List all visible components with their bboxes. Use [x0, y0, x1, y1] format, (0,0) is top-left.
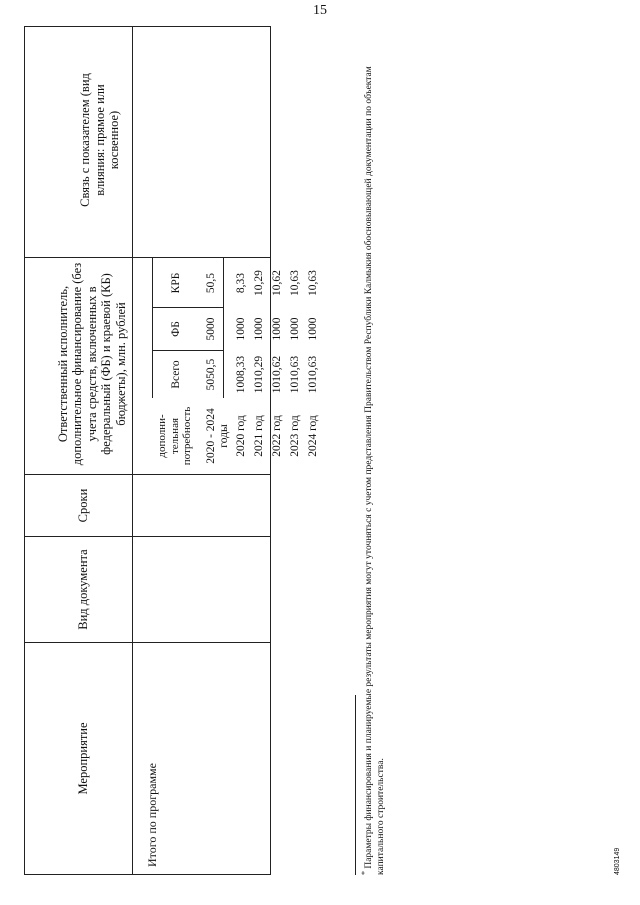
finance-total: 1010,63	[307, 355, 319, 394]
finance-period: 2020 год	[235, 415, 247, 457]
header-measure: Мероприятие	[75, 722, 90, 795]
page-number: 15	[313, 3, 327, 18]
subtable-header-top	[152, 258, 153, 398]
col-divider-4	[24, 257, 270, 258]
footnote-mark: *	[360, 871, 369, 875]
header-terms: Сроки	[75, 488, 90, 523]
subheader-fb: ФБ	[170, 321, 182, 337]
finance-period: 2022 год	[271, 415, 283, 457]
finance-fb: 1000	[271, 317, 283, 341]
finance-krb: 10,29	[253, 270, 265, 296]
finance-krb: 10,62	[271, 270, 283, 296]
finance-total: 1008,33	[235, 355, 247, 394]
footnote-text: Параметры финансирования и планируемые результаты мероприятия могут уточняться с учетом представления Правительством Республики Калмыкия обосновывающей документации по объектам капитального строительства.	[364, 66, 386, 875]
subheader-krb: КРБ	[170, 272, 182, 294]
finance-period: 2020 - 2024 годы	[205, 408, 231, 464]
finance-period: 2023 год	[289, 415, 301, 457]
finance-krb: 8,33	[235, 272, 247, 294]
table-right-border	[24, 26, 270, 27]
finance-total: 5050,5	[205, 358, 217, 391]
finance-total: 1010,62	[271, 355, 283, 394]
finance-fb: 1000	[235, 317, 247, 341]
finance-fb: 1000	[307, 317, 319, 341]
subheader-total: Всего	[170, 360, 182, 389]
header-executor: Ответственный исполнитель, дополнительное финансирование (без учета средств, включенных в федеральный (ФБ) и краевой (КБ) бюджеты), млн. рублей	[56, 262, 128, 466]
subtable-header-bottom	[223, 258, 224, 398]
finance-krb: 50,5	[205, 272, 217, 294]
finance-fb: 1000	[253, 317, 265, 341]
finance-total: 1010,29	[253, 355, 265, 394]
header-doc-type: Вид документа	[75, 549, 90, 630]
finance-total: 1010,63	[289, 355, 301, 394]
finance-fb: 1000	[289, 317, 301, 341]
subheader-need-text: дополни-тельная потребность	[156, 406, 194, 466]
finance-fb: 5000	[205, 317, 217, 341]
footnote	[360, 30, 387, 875]
subheader-need	[156, 399, 194, 473]
finance-krb: 10,63	[289, 270, 301, 296]
finance-period: 2024 год	[307, 415, 319, 457]
header-bottom-rule	[132, 26, 133, 875]
finance-period: 2021 год	[253, 415, 265, 457]
table-left-border	[24, 874, 270, 875]
document-code: 4803149	[614, 847, 621, 875]
finance-krb: 10,63	[307, 270, 319, 296]
footnote-rule	[355, 695, 356, 875]
row-label-total: Итого по программе	[145, 763, 159, 867]
header-link: Связь с показателем (вид влияния: прямое или косвенное)	[78, 73, 122, 207]
